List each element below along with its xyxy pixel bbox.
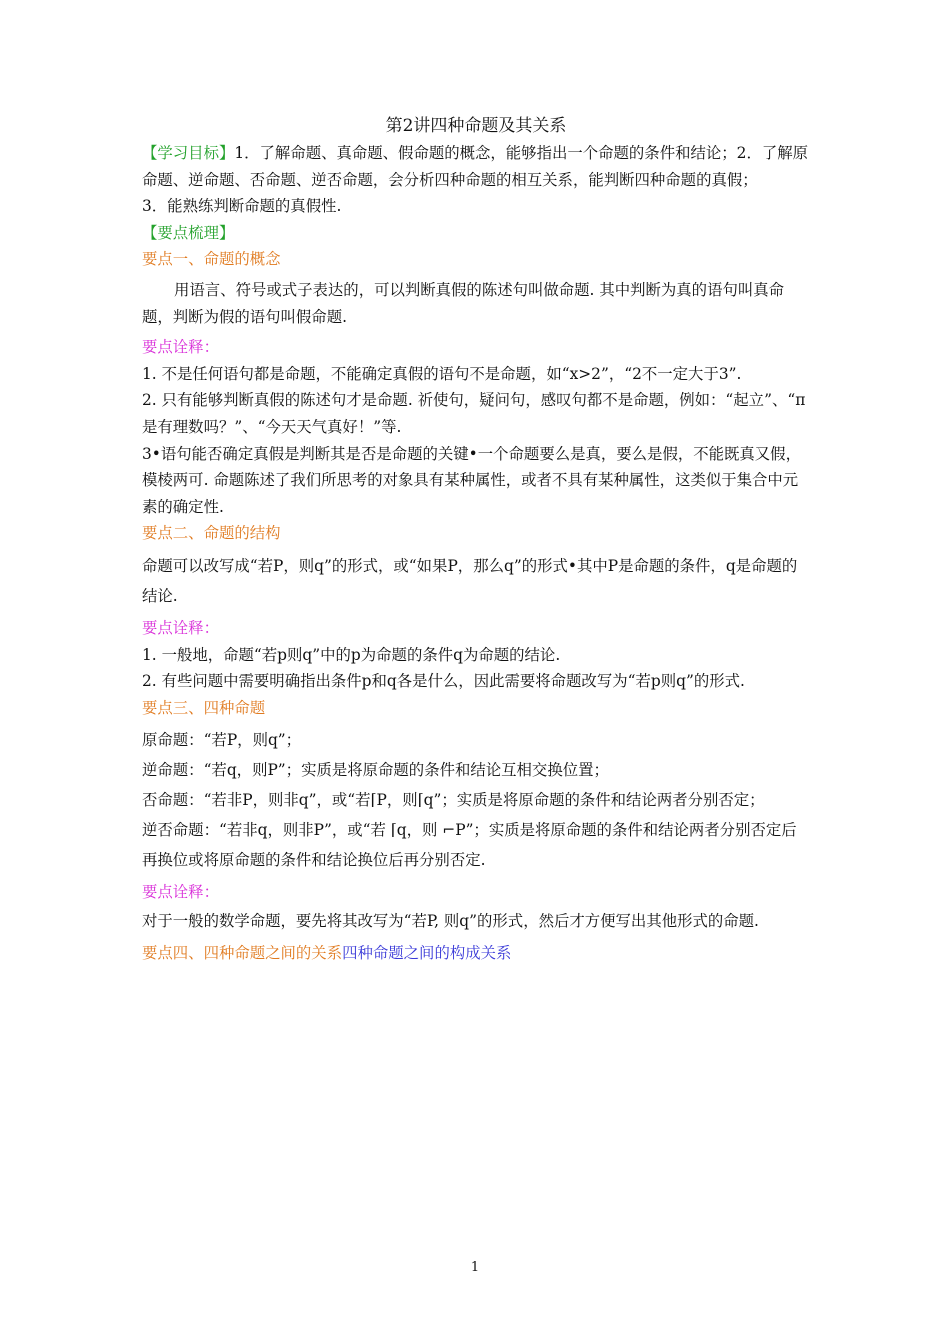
point3-heading: 要点三、四种命题 xyxy=(142,698,266,717)
point3-line-2: 逆命题：“若q，则P”；实质是将原命题的条件和结论互相交换位置； xyxy=(142,761,609,780)
point1-body: 用语言、符号或式子表达的，可以判断真假的陈述句叫做命题. 其中判断为真的语句叫真命题，判断为假的语句叫假命题. xyxy=(142,280,785,326)
page-number: 1 xyxy=(470,1260,480,1275)
point2-body: 命题可以改写成“若P，则q”的形式，或“如果P，那么q”的形式•其中P是命题的条件，q是命题的结论. xyxy=(142,556,798,605)
page-title: 第2讲四种命题及其关系 xyxy=(385,116,567,136)
point2-note-label: 要点诠释： xyxy=(142,618,219,637)
document-content xyxy=(142,112,810,966)
point1-note-1: 1. 不是任何语句都是命题，不能确定真假的语句不是命题，如“x>2”，“2不一定大于3”. xyxy=(142,364,742,383)
point1-note-label: 要点诠释： xyxy=(142,338,219,357)
point3-note: 对于一般的数学命题，要先将其改写为“若P, 则q”的形式，然后才方便写出其他形式的命题. xyxy=(142,911,759,930)
point2-note-2: 2. 有些问题中需要明确指出条件p和q各是什么，因此需要将命题改写为“若p则q”的形式. xyxy=(142,672,745,691)
point1-note-3: 3•语句能否确定真假是判断其是否是命题的关键•一个命题要么是真，要么是假，不能既真又假，模棱两可. 命题陈述了我们所思考的对象具有某种属性，或者不具有某种属性，这类似于集合中元素的确定性. xyxy=(142,444,801,516)
point1-heading: 要点一、命题的概念 xyxy=(142,250,281,269)
point1-note-2: 2. 只有能够判断真假的陈述句才是命题. 祈使句，疑问句，感叹句都不是命题，例如：“起立”、“π是有理数吗？”、“今天天气真好！”等. xyxy=(142,391,806,436)
summary-label: 【要点梳理】 xyxy=(142,223,235,242)
point2-heading: 要点二、命题的结构 xyxy=(142,524,281,543)
goals-line-3: 3．能熟练判断命题的真假性. xyxy=(142,197,342,216)
point3-note-label: 要点诠释： xyxy=(142,883,219,902)
point2-note-1: 1. 一般地，命题“若p则q”中的p为命题的条件q为命题的结论. xyxy=(142,645,561,664)
point4-line xyxy=(142,940,810,967)
point3-line-3: 否命题：“若非P，则非q”，或“若⌈P，则⌈q”；实质是将原命题的条件和结论两者分别否定； xyxy=(142,791,765,810)
goals-text: 1．了解命题、真命题、假命题的概念，能够指出一个命题的条件和结论；2．了解原命题、逆命题、否命题、逆否命题，会分析四种命题的相互关系，能判断四种命题的真假； xyxy=(142,144,809,189)
point4-heading: 要点四、四种命题之间的关系 xyxy=(142,943,343,962)
point3-line-1: 原命题：“若P，则q”； xyxy=(142,731,302,750)
goals-label: 【学习目标】 xyxy=(142,144,235,162)
point3-line-4: 逆否命题：“若非q，则非P”，或“若 ⌈q，则 ⌐P”；实质是将原命题的条件和结论两者分别否定后再换位或将原命题的条件和结论换位后再分别否定. xyxy=(142,821,797,870)
learning-goals xyxy=(142,140,810,193)
point4-link[interactable]: 四种命题之间的构成关系 xyxy=(342,943,512,962)
